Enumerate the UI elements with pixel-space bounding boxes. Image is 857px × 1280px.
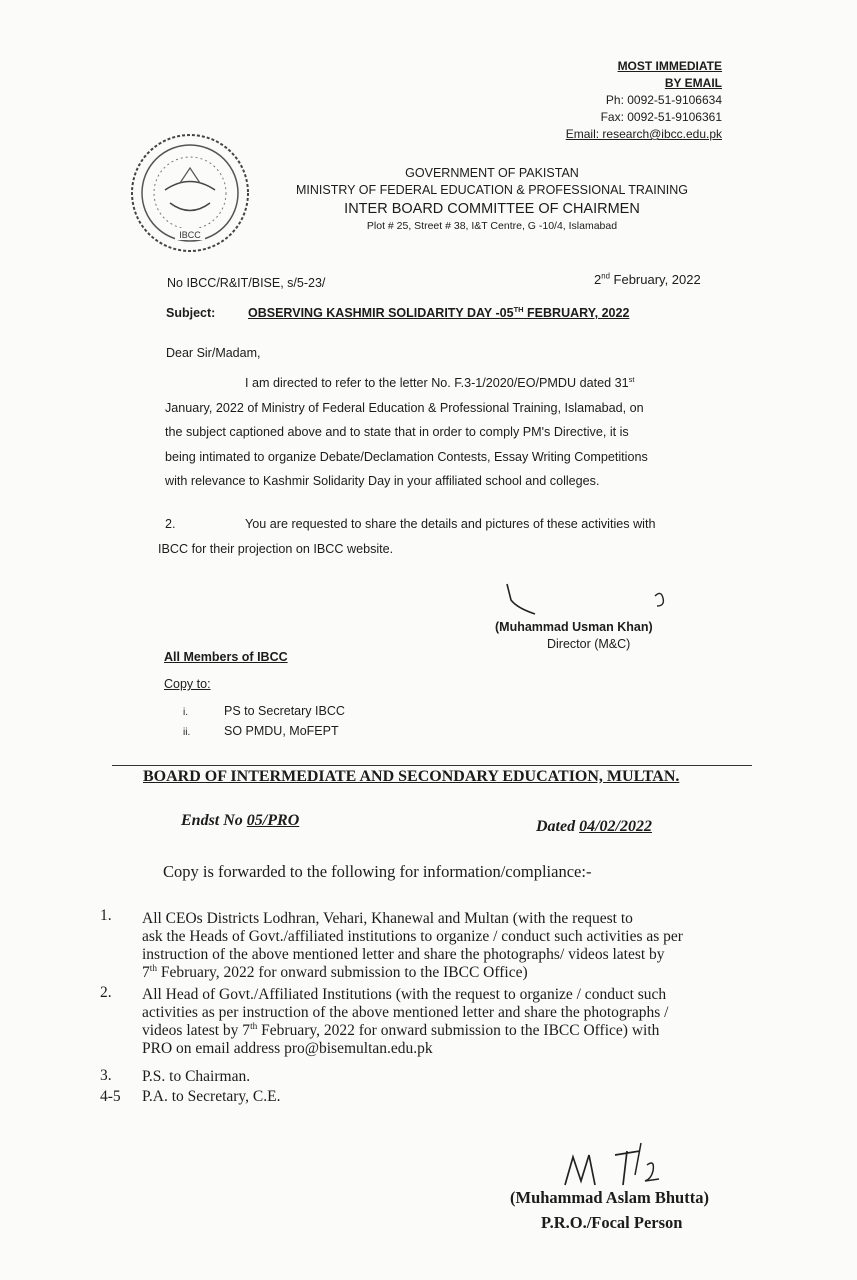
- salutation: Dear Sir/Madam,: [166, 346, 261, 360]
- paragraph-2-number: 2.: [165, 517, 176, 531]
- item-line: All Head of Govt./Affiliated Institutions (with the request to organize / conduct such: [142, 986, 667, 1003]
- item-number: 3.: [100, 1067, 112, 1084]
- signature-aslam-bhutta-icon: [555, 1135, 685, 1195]
- item-line: videos latest by 7th February, 2022 for onward submission to the IBCC Office) with: [142, 1021, 660, 1039]
- paragraph-2-line: IBCC for their projection on IBCC website.: [158, 542, 394, 556]
- divider: [112, 765, 752, 766]
- forward-item-3: P.S. to Chairman.: [142, 1068, 251, 1085]
- delivery-label: BY EMAIL: [664, 76, 722, 90]
- subject-text: OBSERVING KASHMIR SOLIDARITY DAY -05TH FEBRUARY, 2022: [248, 304, 630, 320]
- item-line: ask the Heads of Govt./affiliated institutions to organize / conduct such activities as per: [142, 928, 683, 945]
- copy-to-item: i. PS to Secretary IBCC: [183, 704, 345, 718]
- paragraph-1-line: the subject captioned above and to state that in order to comply PM's Directive, it is: [165, 425, 629, 439]
- subject-label: Subject:: [166, 306, 216, 320]
- forwarding-intro: Copy is forwarded to the following for information/compliance:-: [163, 862, 592, 881]
- board-name: BOARD OF INTERMEDIATE AND SECONDARY EDUCATION, MULTAN.: [143, 768, 680, 785]
- copy-to-label: Copy to:: [164, 677, 211, 691]
- item-line: 7th February, 2022 for onward submission to the IBCC Office): [142, 963, 528, 981]
- item-number: 4-5: [100, 1088, 121, 1105]
- paragraph-1-line: with relevance to Kashmir Solidarity Day in your affiliated school and colleges.: [165, 474, 600, 488]
- phone-number: Ph: 0092-51-9106634: [605, 93, 722, 107]
- forward-item-2: [142, 986, 668, 1058]
- paragraph-1: [165, 371, 648, 494]
- item-line: instruction of the above mentioned letter and share the photographs/ videos latest by: [142, 946, 665, 963]
- paragraph-2-line: You are requested to share the details and pictures of these activities with: [245, 517, 656, 531]
- reference-number: No IBCC/R&IT/BISE, s/5-23/: [167, 276, 326, 290]
- item-number: 2.: [100, 984, 112, 1001]
- priority-label: MOST IMMEDIATE: [617, 59, 722, 73]
- item-line: activities as per instruction of the above mentioned letter and share the photographs /: [142, 1004, 669, 1021]
- signatory-name: (Muhammad Usman Khan): [495, 620, 653, 634]
- contact-block: [566, 58, 722, 143]
- paragraph-1-line: January, 2022 of Ministry of Federal Education & Professional Training, Islamabad, on: [165, 400, 644, 415]
- item-number: 1.: [100, 907, 112, 924]
- paragraph-1-line: being intimated to organize Debate/Declamation Contests, Essay Writing Competitions: [165, 449, 648, 464]
- letter-date: 2nd February, 2022: [594, 271, 701, 287]
- email-address: Email: research@ibcc.edu.pk: [565, 127, 722, 141]
- copy-to-list: [183, 702, 345, 742]
- endorsement-signatory-name: (Muhammad Aslam Bhutta): [510, 1188, 709, 1207]
- forward-item-1: [142, 910, 683, 982]
- paragraph-1-line: I am directed to refer to the letter No. F.3-1/2020/EO/PMDU dated 31st: [245, 374, 635, 390]
- letterhead: [260, 165, 724, 234]
- item-line: All CEOs Districts Lodhran, Vehari, Khanewal and Multan (with the request to: [142, 910, 633, 927]
- item-line: PRO on email address pro@bisemultan.edu.pk: [142, 1040, 433, 1057]
- copy-to-item: ii. SO PMDU, MoFEPT: [183, 724, 339, 738]
- fax-number: Fax: 0092-51-9106361: [600, 110, 722, 124]
- seal-text: IBCC: [179, 230, 201, 240]
- forward-item-4-5: P.A. to Secretary, C.E.: [142, 1088, 281, 1105]
- endorsement-date: Dated 04/02/2022: [536, 818, 652, 835]
- endorsement-signatory-title: P.R.O./Focal Person: [541, 1213, 683, 1232]
- header-committee: INTER BOARD COMMITTEE OF CHAIRMEN: [344, 201, 640, 217]
- recipients: All Members of IBCC: [164, 650, 288, 664]
- endorsement-number: Endst No 05/PRO: [181, 812, 300, 829]
- signatory-title: Director (M&C): [547, 637, 631, 651]
- header-government: GOVERNMENT OF PAKISTAN: [405, 166, 579, 180]
- header-ministry: MINISTRY OF FEDERAL EDUCATION & PROFESSIONAL TRAINING: [296, 183, 688, 197]
- ibcc-seal-icon: [125, 128, 255, 258]
- header-address: Plot # 25, Street # 38, I&T Centre, G -10/4, Islamabad: [366, 220, 618, 232]
